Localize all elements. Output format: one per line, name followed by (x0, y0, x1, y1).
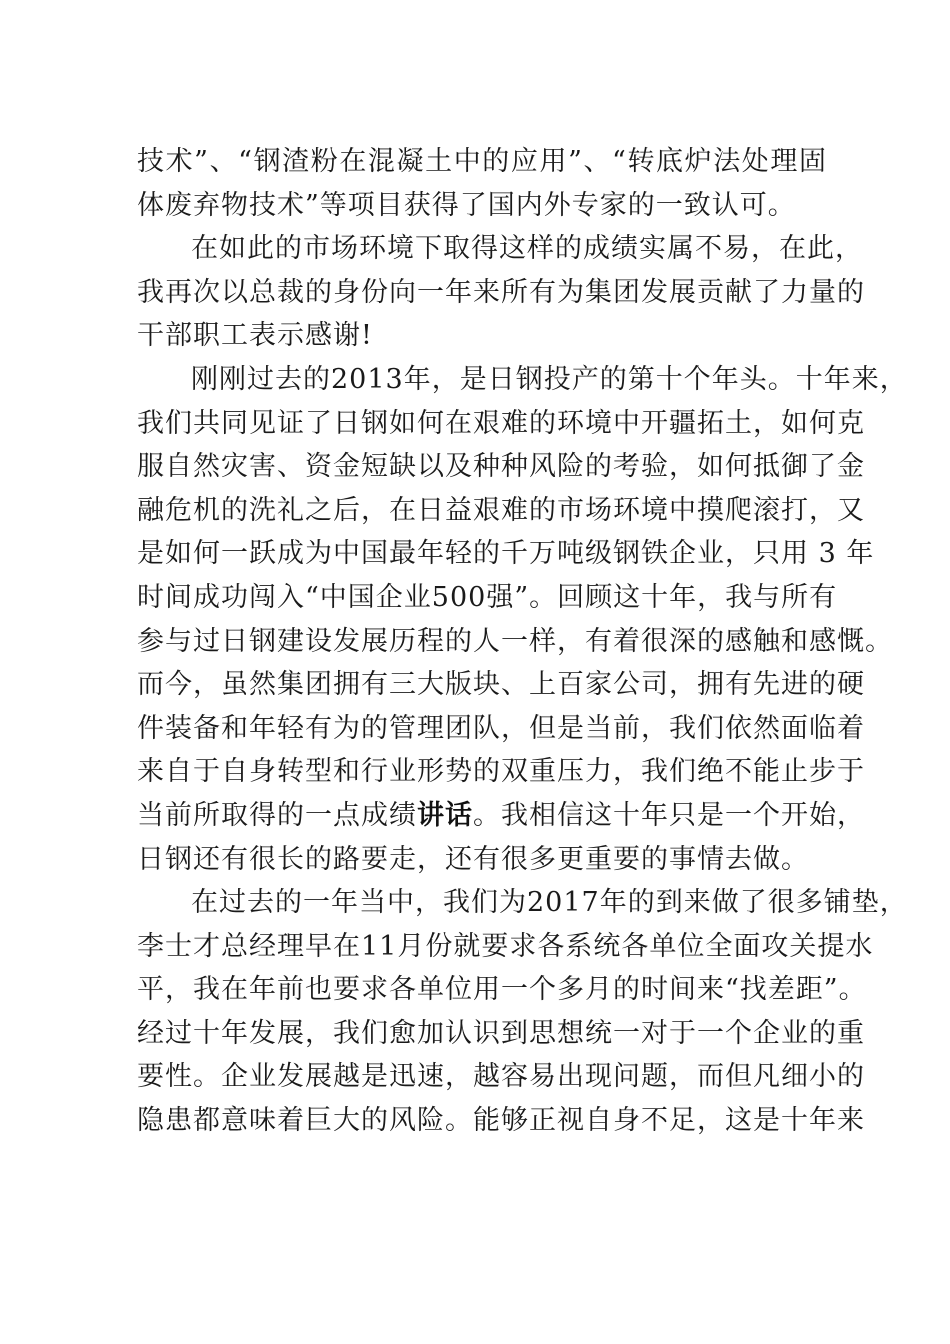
text-segment: 。我相信这十年只是一个开始， (473, 799, 865, 831)
text-line: 刚刚过去的2013年，是日钢投产的第十个年头。十年来， (191, 363, 908, 395)
text-line: 经过十年发展，我们愈加认识到思想统一对于一个企业的重 (137, 1017, 865, 1049)
text-line: 李士才总经理早在11月份就要求各系统各单位全面攻关提水 (137, 930, 874, 962)
text-line: 是如何一跃成为中国最年轻的千万吨级钢铁企业，只用 3 年 (137, 538, 875, 570)
text-line: 隐患都意味着巨大的风险。能够正视自身不足，这是十年来 (137, 1105, 865, 1137)
text-line: 平，我在年前也要求各单位用一个多月的时间来“找差距”。 (137, 974, 867, 1006)
text-line: 服自然灾害、资金短缺以及种种风险的考验，如何抵御了金 (137, 451, 865, 483)
text-line: 我们共同见证了日钢如何在艰难的环境中开疆拓土，如何克 (137, 407, 865, 439)
text-line-with-bold (137, 794, 865, 838)
text-line: 日钢还有很长的路要走，还有很多更重要的事情去做。 (137, 843, 809, 875)
bold-keyword: 讲话 (417, 799, 473, 831)
text-line: 来自于自身转型和行业形势的双重压力，我们绝不能止步于 (137, 756, 865, 788)
text-line: 件装备和年轻有为的管理团队，但是当前，我们依然面临着 (137, 712, 865, 744)
text-line: 技术”、“钢渣粉在混凝土中的应用”、“转底炉法处理固 (137, 146, 827, 177)
text-line: 体废弃物技术”等项目获得了国内外专家的一致认可。 (137, 189, 796, 221)
text-line: 要性。企业发展越是迅速，越容易出现问题，而但凡细小的 (137, 1061, 865, 1093)
text-line: 在过去的一年当中，我们为2017年的到来做了很多铺垫， (191, 887, 908, 919)
text-line: 时间成功闯入“中国企业500强”。回顾这十年，我与所有 (137, 581, 838, 613)
text-segment: 当前所取得的一点成绩 (137, 799, 417, 831)
document-body (137, 140, 908, 1143)
text-line: 参与过日钢建设发展历程的人一样，有着很深的感触和感慨。 (137, 625, 893, 657)
text-line: 干部职工表示感谢! (137, 320, 373, 352)
text-line: 在如此的市场环境下取得这样的成绩实属不易，在此， (191, 233, 863, 265)
text-line: 我再次以总裁的身份向一年来所有为集团发展贡献了力量的 (137, 276, 865, 308)
text-line: 融危机的洗礼之后，在日益艰难的市场环境中摸爬滚打，又 (137, 494, 865, 526)
text-line: 而今，虽然集团拥有三大版块、上百家公司，拥有先进的硬 (137, 669, 865, 701)
